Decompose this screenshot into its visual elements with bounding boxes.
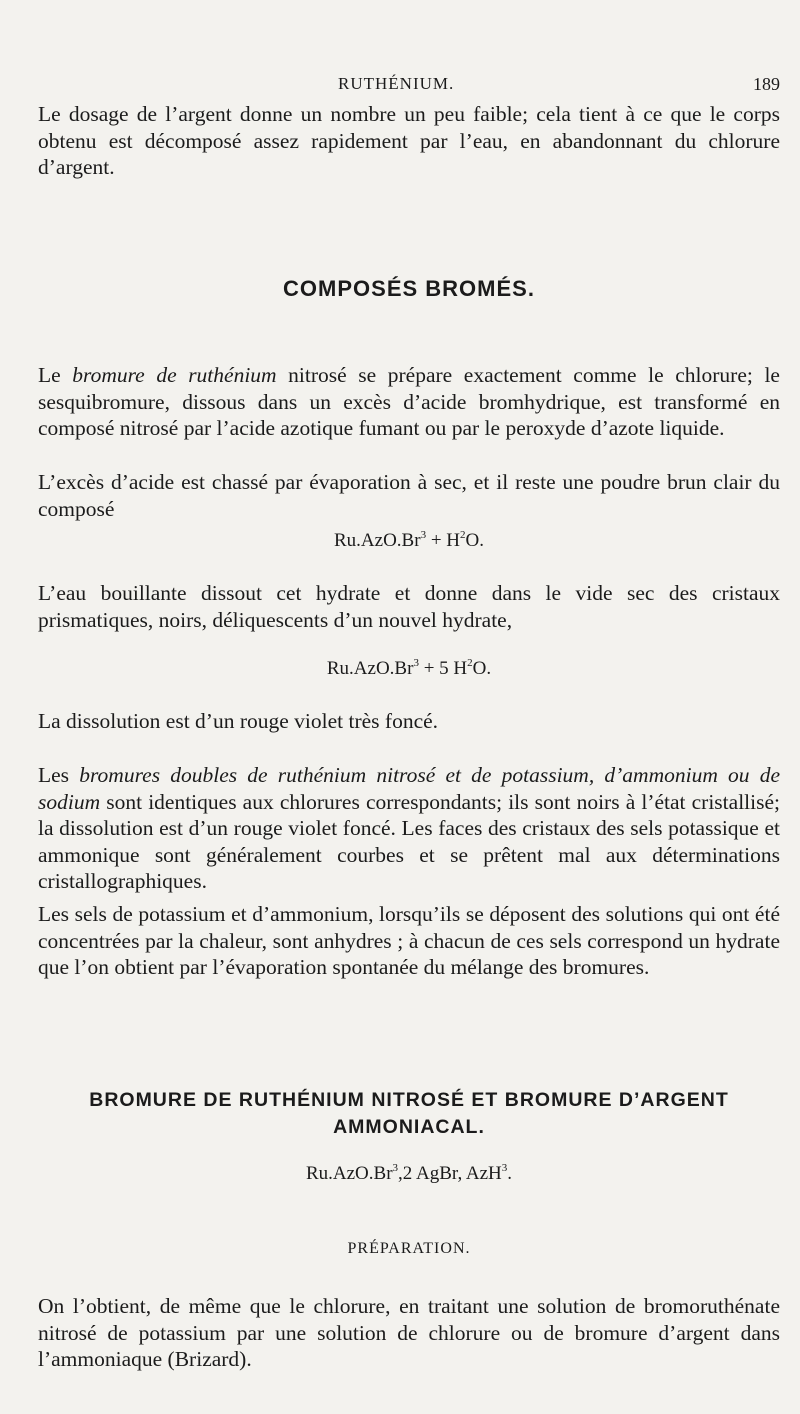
formula-sup: 3 [420,529,427,541]
page-number: 189 [753,74,780,94]
dissolution-paragraph: La dissolution est d’un rouge violet très foncé. [38,709,439,733]
sels-paragraph: Les sels de potassium et d’ammonium, lorsqu’ils se déposent des solutions qui ont été concentrées par la chaleur, sont anhydres ; à chacun de ces sels correspond un hydrate que l’on obtient par l’évaporation spontanée du mélange des bromures. [38,902,780,980]
text-rest: sont identiques aux chlorures correspondants; ils sont noirs à l’état cristallisé; la dissolution est d’un rouge violet foncé. Les faces des cristaux des sels potassique et ammonique sont généralement courbes et se prêtent mal aux déterminations cristallographiques. [38,789,780,894]
formula-1-block [38,530,780,552]
section-heading-argent [38,1087,780,1141]
intro-paragraph: Le dosage de l’argent donne un nombre un peu faible; cela tient à ce que le corps obtenu est décomposé assez rapidement par l’eau, en abandonnant du chlorure d’argent. [38,102,780,180]
formula-sup: 3 [392,1162,399,1174]
formula-part: + H [426,530,460,551]
formula-part: Ru.AzO.Br [334,530,421,551]
bromures-doubles-paragraph-block [38,762,780,895]
formula-part: + 5 H [418,658,468,679]
running-title: RUTHÉNIUM. [338,74,455,93]
italic-term: bromures doubles de ruthénium nitrosé et de potassium, d’ammonium ou de sodium [38,763,780,814]
dissolution-paragraph-block [38,708,780,735]
section-title-argent [38,1087,780,1141]
text-lead: Les [38,763,80,787]
section-heading-line1: BROMURE DE RUTHÉNIUM NITROSÉ ET BROMURE D’ARGENT [89,1089,729,1111]
obtient-paragraph-block [38,1293,780,1373]
preparation-heading: PRÉPARATION. [347,1240,471,1257]
section-heading: COMPOSÉS BROMÉS. [283,276,535,301]
formula-sup: 2 [460,529,466,541]
section-heading-line2: AMMONIACAL. [333,1116,485,1138]
formula-part: ,2 AgBr, AzH [398,1163,502,1184]
intro-paragraph-block [38,101,780,181]
obtient-paragraph: On l’obtient, de même que le chlorure, en traitant une solution de bromoruthénate nitrosé de potassium par une solution de chlorure ou de bromure d’argent dans l’ammoniaque (Brizard). [38,1294,780,1372]
text-rest: nitrosé se prépare exactement comme le chlorure; le sesquibromure, dissous dans un excès d’acide bromhydrique, est transformé en composé nitrosé par l’acide azotique fumant ou par le peroxyde d’azote liquide. [38,363,780,441]
formula-2-block [38,658,780,680]
formula-sup: 2 [467,657,473,669]
formula-part: . [507,1163,513,1184]
formula-3 [38,1163,780,1185]
text-lead: Le [38,363,73,387]
bromure-paragraph [38,362,780,442]
italic-term: bromure de ruthénium [72,363,277,387]
section-title-bromes [38,276,780,302]
exces-paragraph: L’excès d’acide est chassé par évaporation à sec, et il reste une poudre brun clair du composé [38,470,780,521]
formula-1 [38,530,780,552]
formula-part: O. [465,530,484,551]
formula-sup: 3 [501,1162,508,1174]
formula-sup: 3 [413,657,419,669]
bromures-doubles-paragraph [38,762,780,895]
formula-part: Ru.AzO.Br [326,658,414,679]
preparation-heading-block [38,1240,780,1258]
page-header [38,70,780,100]
formula-2 [38,658,780,680]
formula-part: Ru.AzO.Br [305,1163,393,1184]
sels-paragraph-block [38,901,780,981]
bromure-paragraph-block [38,362,780,442]
eau-paragraph-block [38,580,780,633]
formula-part: O. [472,658,492,679]
formula-3-block [38,1163,780,1185]
exces-paragraph-block [38,469,780,522]
eau-paragraph: L’eau bouillante dissout cet hydrate et donne dans le vide sec des cristaux prismatiques, noirs, déliquescents d’un nouvel hydrate, [38,581,780,632]
